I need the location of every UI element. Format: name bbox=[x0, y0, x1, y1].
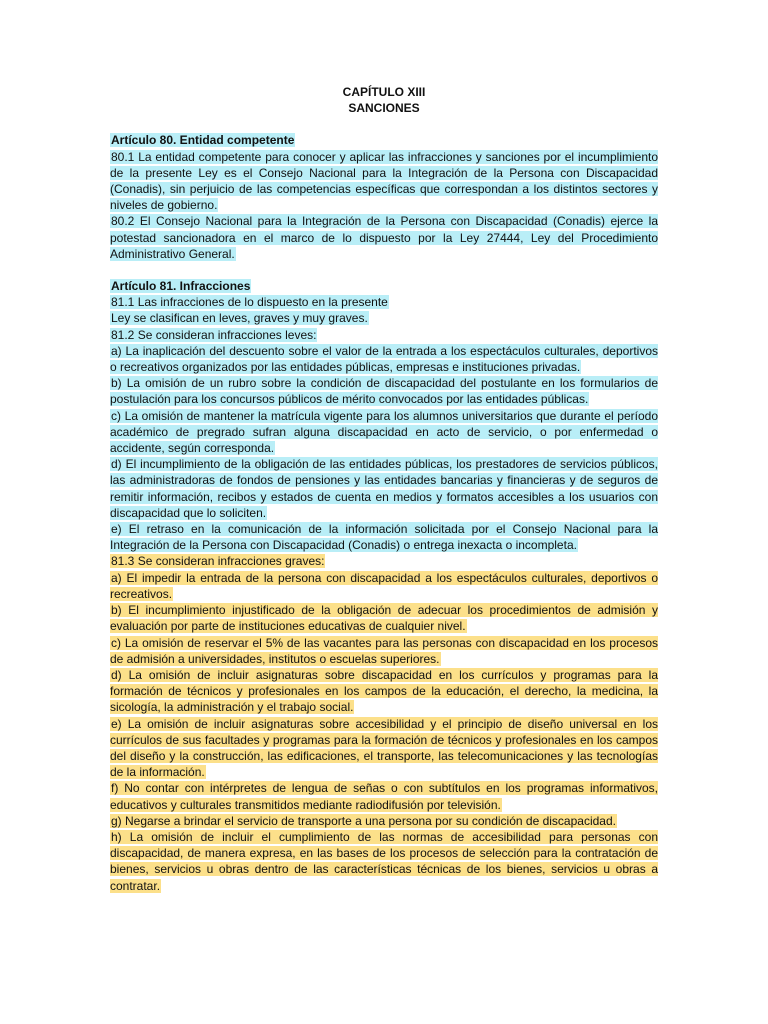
document-page bbox=[110, 84, 658, 894]
infraccion-grave-d: d) La omisión de incluir asignaturas sobre discapacidad en los currículos y programas para la formación de técnicos y profesionales en los campos de la educación, el derecho, la medicina, la sicología, la administración y el trabajo social. bbox=[110, 667, 658, 715]
infraccion-leve-b: b) La omisión de un rubro sobre la condición de discapacidad del postulante en los formularios de postulación para los concursos públicos de mérito convocados por las entidades públicas. bbox=[110, 376, 658, 407]
infraccion-grave-a: a) El impedir la entrada de la persona con discapacidad a los espectáculos culturales, deportivos o recreativos. bbox=[110, 570, 658, 601]
paragraph-80-2: 80.2 El Consejo Nacional para la Integración de la Persona con Discapacidad (Conadis) ejerce la potestad sancionadora en el marco de lo dispuesto por la Ley 27444, Ley del Procedimiento Administrativo General. bbox=[110, 214, 658, 261]
paragraph-81-1a: 81.1 Las infracciones de lo dispuesto en la presente bbox=[111, 295, 388, 310]
infraccion-grave-h: h) La omisión de incluir el cumplimiento de las normas de accesibilidad para personas con discapacidad, de manera expresa, en las bases de los procesos de selección para la contratación de bienes, servicios u obras dentro de las características técnicas de los bienes, servicios u obras a contratar. bbox=[110, 829, 658, 893]
paragraph-80-1: 80.1 La entidad competente para conocer y aplicar las infracciones y sanciones por el incumplimiento de la presente Ley es el Consejo Nacional para la Integración de la Persona con Discapacidad (Conadis), sin perjuicio de las competencias específicas que correspondan a los distintos sectores y niveles de gobierno. bbox=[110, 149, 658, 213]
section-title: SANCIONES bbox=[348, 101, 420, 116]
infraccion-grave-f: f) No contar con intérpretes de lengua de señas o con subtítulos en los programas informativos, educativos y culturales transmitidos mediante radiodifusión por televisión. bbox=[110, 781, 658, 812]
infraccion-leve-c: c) La omisión de mantener la matrícula vigente para los alumnos universitarios que durante el período académico de pregrado sufran alguna discapacidad en acto de servicio, o por enfermedad o accidente, según corresponda. bbox=[110, 408, 658, 456]
paragraph-81-3-title: 81.3 Se consideran infracciones graves: bbox=[111, 554, 325, 569]
infraccion-grave-e: e) La omisión de incluir asignaturas sobre accesibilidad y el principio de diseño universal en los currículos de sus facultades y programas para la formación de técnicos y profesionales en los campos del diseño y la construcción, las edificaciones, el transporte, las telecomunicaciones y las tecnologías de la información. bbox=[110, 716, 658, 780]
infraccion-leve-e: e) El retraso en la comunicación de la información solicitada por el Consejo Nacional para la Integración de la Persona con Discapacidad (Conadis) o entrega inexacta o incompleta. bbox=[110, 522, 658, 553]
infraccion-grave-g: g) Negarse a brindar el servicio de transporte a una persona por su condición de discapacidad. bbox=[111, 813, 616, 828]
infraccion-leve-d: d) El incumplimiento de la obligación de las entidades públicas, los prestadores de servicios públicos, las administradoras de fondos de pensiones y las entidades bancarias y financieras y de seguros de remitir información, recibos y estados de cuenta en medios y formatos accesibles a los usuarios con discapacidad que lo soliciten. bbox=[110, 457, 658, 520]
chapter-title: CAPÍTULO XIII bbox=[342, 85, 426, 99]
infraccion-leve-a: a) La inaplicación del descuento sobre el valor de la entrada a los espectáculos culturales, deportivos o recreativos organizados por las entidades públicas, empresas e instituciones privadas. bbox=[110, 343, 658, 375]
infraccion-grave-c: c) La omisión de reservar el 5% de las vacantes para las personas con discapacidad en los procesos de admisión a universidades, institutos o escuelas superiores. bbox=[110, 635, 658, 666]
article-80-title: Artículo 80. Entidad competente bbox=[111, 133, 295, 148]
article-81-title: Artículo 81. Infracciones bbox=[111, 279, 251, 294]
paragraph-81-1b: Ley se clasifican en leves, graves y muy graves. bbox=[111, 311, 368, 326]
paragraph-81-2-title: 81.2 Se consideran infracciones leves: bbox=[111, 327, 317, 342]
infraccion-grave-b: b) El incumplimiento injustificado de la obligación de adecuar los procedimientos de admisión y evaluación por parte de instituciones educativas de cualquier nivel. bbox=[110, 603, 658, 634]
